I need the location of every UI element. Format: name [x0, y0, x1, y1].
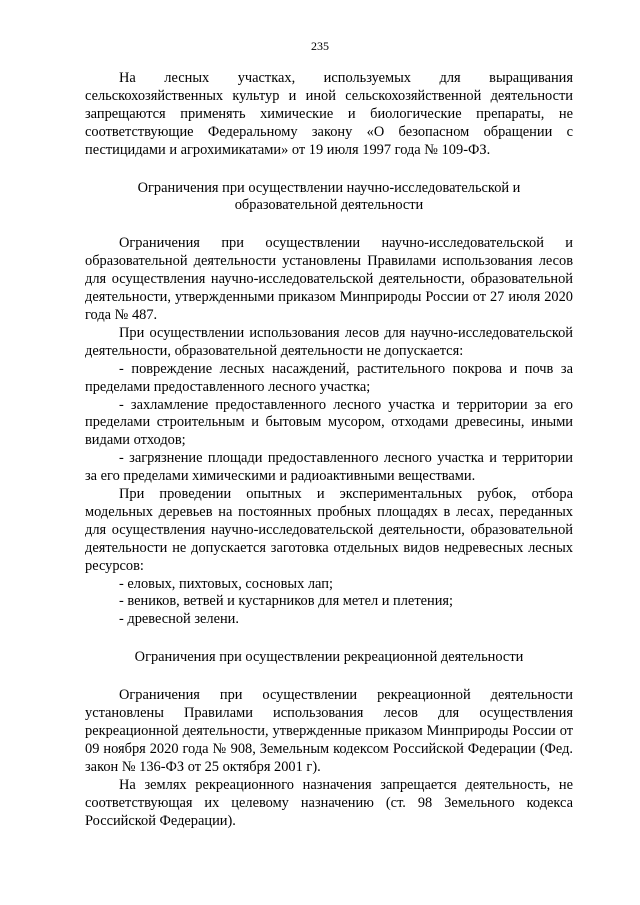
list-item: - повреждение лесных насаждений, растительного покрова и почв за пределами предоставленного лесного участка; — [85, 360, 573, 395]
recreation-paragraph-1: Ограничения при осуществлении рекреационной деятельности установлены Правилами использования лесов для осуществления рекреационной деятельности, утвержденные приказом Минприроды России от 09 ноября 2020 года № 908, Земельным кодексом Российской Федерации (Фед. закон № 136-ФЗ от 25 октября 2001 г). — [85, 687, 573, 775]
page-number: 235 — [311, 39, 329, 53]
heading-line-2: образовательной деятельности — [234, 197, 424, 214]
section-heading-recreation: Ограничения при осуществлении рекреационной деятельности — [134, 649, 524, 666]
intro-paragraph: На лесных участках, используемых для выращивания сельскохозяйственных культур и иной сельскохозяйственной деятельности запрещаются применять химические и биологические препараты, не соответствующие Федеральному закону «О безопасном обращении с пестицидами и агрохимикатами» от 19 июля 1997 года № 109-ФЗ. — [85, 70, 573, 158]
research-paragraph-1: Ограничения при осуществлении научно-исследовательской и образовательной деятельности установлены Правилами использования лесов для осуществления научно-исследовательской деятельности, образовательной деятельности, утвержденными приказом Минприроды России от 27 июля 2020 года № 487. — [85, 235, 573, 323]
list-item: - древесной зелени. — [119, 611, 239, 628]
list-item: - загрязнение площади предоставленного лесного участка и территории за его пределами химическими и радиоактивными веществами. — [85, 450, 573, 485]
list-item: - еловых, пихтовых, сосновых лап; — [119, 575, 333, 592]
list-item: - захламление предоставленного лесного участка и территории за его пределами строительным и бытовым мусором, отходами древесины, иными видами отходов; — [85, 396, 573, 449]
list-item: - веников, ветвей и кустарников для метел и плетения; — [119, 593, 454, 610]
research-paragraph-2: При осуществлении использования лесов для научно-исследовательской деятельности, образовательной деятельности не допускается: — [85, 324, 573, 359]
page-body — [85, 70, 573, 830]
section-heading-research — [85, 180, 573, 216]
research-paragraph-3: При проведении опытных и экспериментальных рубок, отбора модельных деревьев на постоянных пробных площадях в лесах, переданных для осуществления научно-исследовательской деятельности, образовательной деятельности не допускается заготовка отдельных видов недревесных лесных ресурсов: — [85, 486, 573, 574]
recreation-paragraph-2: На землях рекреационного назначения запрещается деятельность, не соответствующая их целевому назначению (ст. 98 Земельного кодекса Российской Федерации). — [85, 776, 573, 829]
heading-line-1: Ограничения при осуществлении научно-исследовательской и — [137, 179, 521, 196]
